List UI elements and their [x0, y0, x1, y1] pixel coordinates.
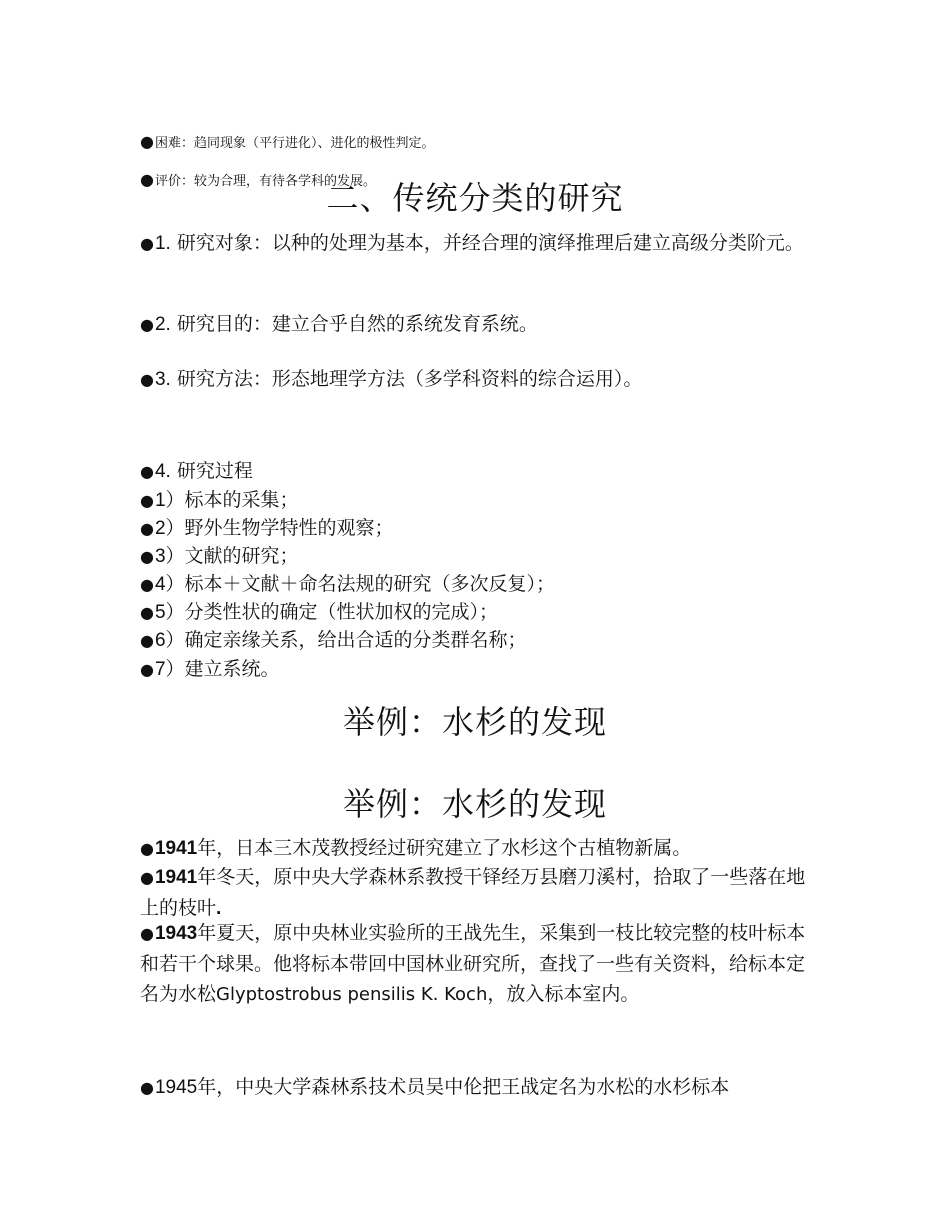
process-step: ●2）野外生物学特性的观察； — [140, 514, 394, 543]
example-title: 举例：水杉的发现 — [342, 703, 607, 741]
process-heading: ●4. 研究过程 — [140, 457, 253, 486]
note-difficulty: ●困难：趋同现象（平行进化）、进化的极性判定。 — [140, 132, 435, 151]
process-step: ●6）确定亲缘关系，给出合适的分类群名称； — [140, 626, 527, 655]
process-step: ●3）文献的研究； — [140, 542, 299, 571]
point-3: ●3. 研究方法：形态地理学方法（多学科资料的综合运用）。 — [140, 364, 815, 395]
note-evaluation: ●评价：较为合理，有待各学科的发展。 — [140, 170, 376, 189]
bullet-icon: ● — [140, 462, 154, 481]
section-title: 二、传统分类的研究 — [326, 179, 624, 217]
bullet-icon: ● — [140, 603, 154, 622]
history-item: ●1941年，日本三木茂教授经过研究建立了水杉这个古植物新属。 — [140, 833, 815, 864]
process-step: ●1）标本的采集； — [140, 486, 299, 515]
bullet-icon: ● — [140, 315, 154, 334]
bullet-icon: ● — [140, 839, 154, 858]
bullet-icon: ● — [140, 491, 154, 510]
point-2: ●2. 研究目的：建立合乎自然的系统发育系统。 — [140, 309, 815, 340]
latin-name: Glyptostrobus pensilis K. Koch — [216, 984, 488, 1005]
bullet-icon: ● — [140, 519, 154, 538]
bullet-icon: ● — [140, 234, 154, 253]
bullet-icon: ● — [140, 660, 154, 679]
history-item: ●1945年，中央大学森林系技术员吴中伦把王战定名为水松的水杉标本 — [140, 1072, 815, 1103]
bullet-icon: ● — [140, 132, 154, 151]
bullet-icon: ● — [140, 547, 154, 566]
bullet-icon: ● — [140, 575, 154, 594]
process-step: ●4）标本＋文献＋命名法规的研究（多次反复）； — [140, 570, 555, 599]
bullet-icon: ● — [140, 924, 154, 943]
bullet-icon: ● — [140, 631, 154, 650]
history-item: ●1943年夏天，原中央林业实验所的王战先生，采集到一枝比较完整的枝叶标本和若干个球果。他将标本带回中国林业研究所，查找了一些有关资料，给标本定名为水松Glyptostrobus pensilis K. Koch，放入标本室内。 — [140, 918, 815, 1010]
bullet-icon: ● — [140, 170, 154, 189]
point-1: ●1. 研究对象：以种的处理为基本，并经合理的演绎推理后建立高级分类阶元。 — [140, 228, 815, 259]
process-step: ●5）分类性状的确定（性状加权的完成）； — [140, 598, 498, 627]
history-item: ●1941年冬天，原中央大学森林系教授干铎经万县磨刀溪村，拾取了一些落在地上的枝叶. — [140, 862, 815, 924]
bullet-icon: ● — [140, 370, 154, 389]
example-title: 举例：水杉的发现 — [342, 785, 607, 823]
bullet-icon: ● — [140, 1078, 154, 1097]
process-step: ●7）建立系统。 — [140, 655, 280, 684]
bullet-icon: ● — [140, 868, 154, 887]
